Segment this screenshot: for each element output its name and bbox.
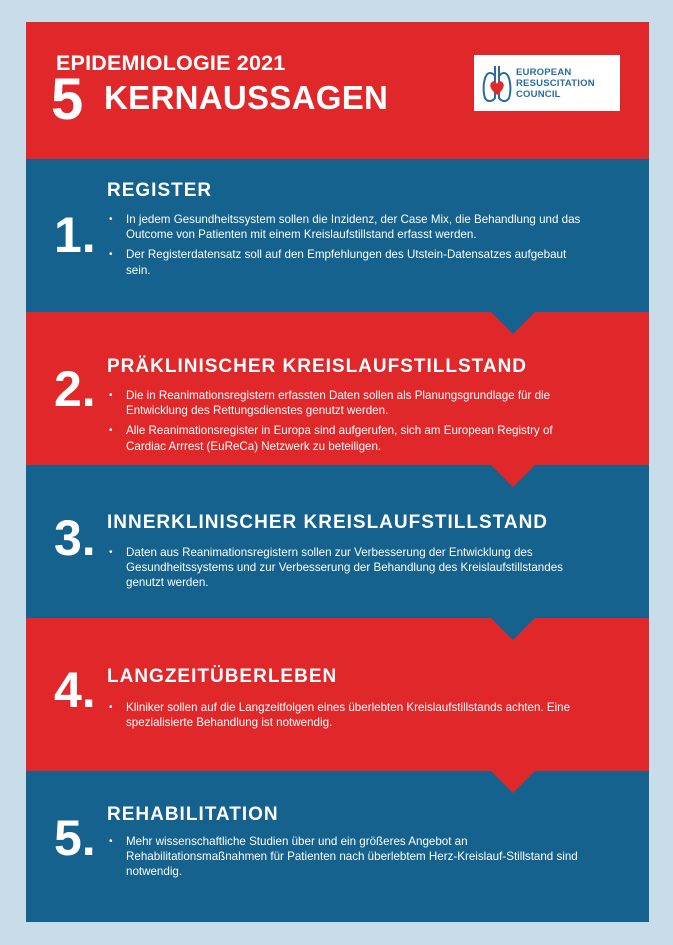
bullet-item: • Die in Reanimationsregistern erfassten Daten sollen als Planungsgrundlage für die Entwicklung des Rettungsdienstes genutzt werden. [107, 388, 587, 418]
section-praeklinisch [26, 312, 649, 465]
section-arrow [491, 312, 535, 334]
section-number: 1. [54, 207, 96, 263]
section-innerklinisch [26, 465, 649, 618]
header-title: KERNAUSSAGEN [104, 79, 389, 116]
header-kicker: EPIDEMIOLOGIE 2021 [56, 51, 286, 75]
section-number: 2. [54, 361, 96, 417]
logo-line: COUNCIL [516, 89, 561, 100]
section-title: REGISTER [107, 180, 213, 201]
section-rehabilitation [26, 771, 649, 922]
header-banner [26, 22, 649, 159]
infographic [26, 22, 649, 922]
section-langzeitueberleben [26, 618, 649, 771]
bullet-item: • Alle Reanimationsregister in Europa sind aufgerufen, sich am European Registry of Cardiac Arrrest (EuReCa) Netzwerk zu beteiligen. [107, 423, 587, 453]
bullet-list [107, 834, 587, 885]
bullet-item: • Der Registerdatensatz soll auf den Empfehlungen des Utstein-Datensatzes aufgebaut sein. [107, 247, 587, 277]
section-number: 3. [54, 510, 96, 566]
section-register [26, 159, 649, 312]
header-number: 5 [51, 67, 84, 132]
section-number: 5. [54, 810, 96, 866]
section-arrow [491, 618, 535, 640]
bullet-item: • In jedem Gesundheitssystem sollen die Inzidenz, der Case Mix, die Behandlung und das Outcome von Patienten mit einem Kreislaufstillstand erfasst werden. [107, 212, 587, 242]
bullet-item: • Mehr wissenschaftliche Studien über und ein größeres Angebot an Rehabilitationsmaßnahmen für Patienten nach überlebtem Herz-Kreislauf-Stillstand sind notwendig. [107, 834, 587, 880]
bullet-list [107, 212, 587, 283]
section-title: LANGZEITÜBERLEBEN [107, 666, 338, 687]
section-number: 4. [54, 662, 96, 718]
section-title: INNERKLINISCHER KREISLAUFSTILLSTAND [107, 512, 549, 533]
logo-line: RESUSCITATION [516, 78, 595, 89]
bullet-item: • Kliniker sollen auf die Langzeitfolgen eines überlebten Kreislaufstillstands achten. Eine spezialisierte Behandlung ist notwendig. [107, 700, 587, 730]
logo-line: EUROPEAN [516, 67, 572, 78]
erc-logo [474, 55, 620, 111]
bullet-list [107, 545, 587, 596]
bullet-list [107, 388, 587, 459]
section-arrow [491, 771, 535, 793]
logo-text [516, 67, 595, 100]
section-title: REHABILITATION [107, 804, 279, 825]
lungs-heart-icon [482, 62, 512, 104]
bullet-item: • Daten aus Reanimationsregistern sollen zur Verbesserung der Entwicklung des Gesundheitssystems und zur Verbesserung der Behandlung des Kreislaufstillstandes genutzt werden. [107, 545, 587, 591]
section-title: PRÄKLINISCHER KREISLAUFSTILLSTAND [107, 356, 528, 377]
section-arrow [491, 465, 535, 487]
bullet-list [107, 700, 587, 735]
